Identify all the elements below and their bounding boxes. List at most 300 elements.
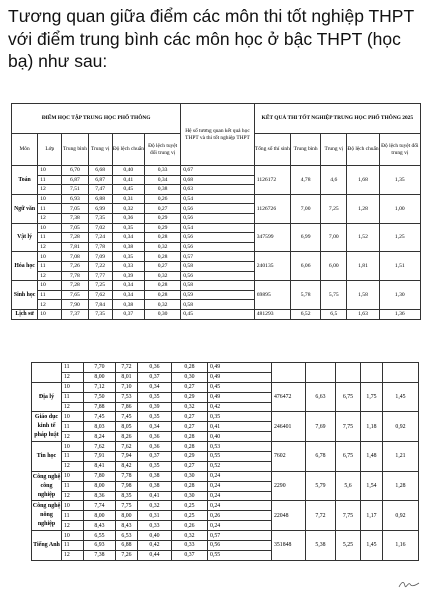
mad-cell: 0,33 <box>144 166 180 176</box>
table-row <box>12 223 421 233</box>
median-cell: 7,02 <box>88 223 112 233</box>
mad-cell: 0,28 <box>144 290 180 300</box>
std-dev-cell: 0,31 <box>138 511 172 521</box>
std-dev-cell: 0,38 <box>112 300 144 310</box>
std-dev-cell: 0,37 <box>138 452 172 462</box>
grade-cell: 11 <box>62 392 84 402</box>
mean-cell: 6,70 <box>62 166 88 176</box>
exam-mean-cell: 6,78 <box>306 442 336 472</box>
median-cell: 7,75 <box>116 501 138 511</box>
median-cell: 7,10 <box>116 382 138 392</box>
table-row <box>12 194 421 204</box>
grade-cell: 12 <box>62 491 84 501</box>
subject-name: Tiếng Anh <box>32 531 62 561</box>
correlation-cell: 0,63 <box>181 185 255 195</box>
mad-cell: 0,27 <box>172 412 208 422</box>
correlation-cell: 0,49 <box>208 372 272 382</box>
median-cell: 8,05 <box>116 422 138 432</box>
std-dev-cell: 0,37 <box>138 372 172 382</box>
correlation-cell: 0,68 <box>181 175 255 185</box>
median-cell: 7,94 <box>116 452 138 462</box>
correlation-cell: 0,49 <box>208 392 272 402</box>
correlation-cell: 0,49 <box>208 363 272 373</box>
mean-cell: 7,26 <box>62 261 88 271</box>
mad-cell: 0,30 <box>172 372 208 382</box>
mean-cell: 6,87 <box>62 175 88 185</box>
median-cell: 7,26 <box>116 550 138 560</box>
header-exam-results: KẾT QUẢ THI TỐT NGHIỆP TRUNG HỌC PHỔ THÔNG 2025 <box>254 104 420 134</box>
std-dev-cell: 0,36 <box>112 213 144 223</box>
mad-cell: 0,29 <box>144 223 180 233</box>
exam-median-cell: 7,75 <box>336 501 361 531</box>
exam-mean-cell: 5,79 <box>306 471 336 501</box>
median-cell: 7,25 <box>88 281 112 291</box>
exam-mad-cell: 0,92 <box>383 412 419 442</box>
std-dev-cell: 0,39 <box>112 271 144 281</box>
mad-cell: 0,30 <box>172 471 208 481</box>
correlation-table-part-2 <box>31 362 419 561</box>
table-row <box>32 471 419 481</box>
correlation-cell: 0,55 <box>208 452 272 462</box>
std-dev-cell: 0,34 <box>138 422 172 432</box>
grade-cell: 10 <box>38 281 62 291</box>
table-row <box>12 166 421 176</box>
grade-cell: 12 <box>62 521 84 531</box>
exam-count-cell: 351848 <box>272 531 306 561</box>
median-cell: 7,77 <box>88 271 112 281</box>
correlation-cell: 0,57 <box>208 531 272 541</box>
grade-cell: 10 <box>38 252 62 262</box>
correlation-cell: 0,40 <box>208 432 272 442</box>
exam-count-cell: 1126726 <box>254 194 290 223</box>
exam-std-dev-cell: 1,52 <box>347 223 379 252</box>
std-dev-cell: 0,35 <box>112 252 144 262</box>
grade-cell: 11 <box>38 233 62 243</box>
subject-name: Giáo dục kinh tế pháp luật <box>32 412 62 442</box>
grade-cell: 10 <box>62 531 84 541</box>
grade-cell: 10 <box>38 194 62 204</box>
grade-cell: 12 <box>38 185 62 195</box>
exam-median-cell: 6,75 <box>336 442 361 472</box>
subject-name <box>32 363 62 383</box>
grade-cell: 10 <box>62 442 84 452</box>
mean-cell: 8,41 <box>84 461 116 471</box>
mean-cell: 8,03 <box>84 422 116 432</box>
correlation-cell: 0,53 <box>208 442 272 452</box>
grade-cell: 12 <box>62 372 84 382</box>
std-dev-cell: 0,40 <box>112 166 144 176</box>
grade-cell: 10 <box>38 223 62 233</box>
std-dev-cell: 0,31 <box>112 194 144 204</box>
mean-cell: 7,50 <box>84 392 116 402</box>
median-cell: 6,88 <box>116 541 138 551</box>
mad-cell: 0,33 <box>172 541 208 551</box>
exam-mean-cell: 7,00 <box>291 194 321 223</box>
mean-cell: 7,78 <box>62 271 88 281</box>
grade-cell: 11 <box>62 452 84 462</box>
correlation-cell: 0,56 <box>181 204 255 214</box>
mad-cell: 0,27 <box>172 422 208 432</box>
median-cell: 6,88 <box>88 194 112 204</box>
mean-cell: 7,62 <box>84 442 116 452</box>
mad-cell: 0,26 <box>144 194 180 204</box>
mad-cell: 0,32 <box>172 531 208 541</box>
correlation-cell: 0,45 <box>208 382 272 392</box>
exam-std-dev-cell: 1,54 <box>361 471 383 501</box>
mean-cell: 7,51 <box>62 185 88 195</box>
header-median: Trung vị <box>88 134 112 166</box>
mean-cell: 8,36 <box>84 491 116 501</box>
grade-cell: 11 <box>62 481 84 491</box>
median-cell: 6,53 <box>116 531 138 541</box>
mad-cell: 0,25 <box>172 511 208 521</box>
grade-cell: 11 <box>38 261 62 271</box>
grade-cell: 10 <box>38 166 62 176</box>
subject-name: Hóa học <box>12 252 38 281</box>
median-cell: 7,09 <box>88 252 112 262</box>
mean-cell: 7,28 <box>62 281 88 291</box>
median-cell: 6,87 <box>88 175 112 185</box>
correlation-cell: 0,24 <box>208 501 272 511</box>
std-dev-cell: 0,40 <box>138 531 172 541</box>
grade-cell: 12 <box>38 242 62 252</box>
mad-cell: 0,32 <box>144 242 180 252</box>
exam-count-cell: 347599 <box>254 223 290 252</box>
median-cell: 7,98 <box>116 481 138 491</box>
exam-mad-cell: 1,30 <box>379 281 420 310</box>
mean-cell: 8,00 <box>84 511 116 521</box>
grade-cell: 10 <box>62 412 84 422</box>
std-dev-cell: 0,36 <box>138 442 172 452</box>
median-cell: 6,99 <box>88 204 112 214</box>
header-exam-count: Tổng số thí sinh <box>254 134 290 166</box>
mad-cell: 0,27 <box>172 382 208 392</box>
mean-cell: 7,90 <box>62 300 88 310</box>
mad-cell: 0,37 <box>172 550 208 560</box>
mean-cell: 7,08 <box>62 252 88 262</box>
exam-mad-cell <box>383 363 419 383</box>
median-cell: 8,35 <box>116 491 138 501</box>
exam-median-cell: 6,5 <box>321 309 347 319</box>
std-dev-cell: 0,34 <box>138 382 172 392</box>
exam-mad-cell: 1,35 <box>379 166 420 195</box>
header-mad: Độ lệch tuyệt đối trung vị <box>144 134 180 166</box>
exam-mean-cell: 4,78 <box>291 166 321 195</box>
exam-median-cell: 4,6 <box>321 166 347 195</box>
correlation-cell: 0,58 <box>181 281 255 291</box>
grade-cell: 10 <box>62 382 84 392</box>
mad-cell: 0,38 <box>144 185 180 195</box>
exam-mad-cell: 0,92 <box>383 501 419 531</box>
exam-mean-cell: 7,69 <box>306 412 336 442</box>
mad-cell: 0,30 <box>172 491 208 501</box>
median-cell: 7,53 <box>116 392 138 402</box>
std-dev-cell: 0,42 <box>138 541 172 551</box>
std-dev-cell: 0,41 <box>112 175 144 185</box>
grade-cell: 12 <box>38 300 62 310</box>
grade-cell: 12 <box>62 432 84 442</box>
header-subject: Môn <box>12 134 38 166</box>
mad-cell: 0,34 <box>144 175 180 185</box>
median-cell: 8,43 <box>116 521 138 531</box>
exam-count-cell: 476472 <box>272 382 306 412</box>
mad-cell: 0,27 <box>144 261 180 271</box>
grade-cell: 11 <box>62 363 84 373</box>
table-row <box>32 363 419 373</box>
exam-mad-cell: 1,28 <box>383 471 419 501</box>
header-exam-std-dev: Độ lệch chuẩn <box>347 134 379 166</box>
mean-cell: 6,55 <box>84 531 116 541</box>
mad-cell: 0,27 <box>144 204 180 214</box>
mean-cell: 7,28 <box>62 233 88 243</box>
mean-cell: 7,70 <box>84 363 116 373</box>
subject-name: Ngữ văn <box>12 194 38 223</box>
correlation-cell: 0,55 <box>208 550 272 560</box>
correlation-cell: 0,54 <box>181 194 255 204</box>
grade-cell: 11 <box>62 541 84 551</box>
exam-mad-cell: 1,45 <box>383 382 419 412</box>
mean-cell: 8,24 <box>84 432 116 442</box>
std-dev-cell: 0,35 <box>112 223 144 233</box>
grade-cell: 11 <box>38 290 62 300</box>
median-cell: 7,78 <box>116 471 138 481</box>
table-row <box>12 309 421 319</box>
mad-cell: 0,30 <box>144 309 180 319</box>
correlation-cell: 0,41 <box>208 422 272 432</box>
exam-mad-cell: 1,16 <box>383 531 419 561</box>
exam-std-dev-cell: 1,81 <box>347 252 379 281</box>
grade-cell: 11 <box>38 204 62 214</box>
grade-cell: 11 <box>62 511 84 521</box>
subject-name: Công nghệ công nghiệp <box>32 471 62 501</box>
correlation-cell: 0,57 <box>181 252 255 262</box>
std-dev-cell: 0,39 <box>138 402 172 412</box>
exam-std-dev-cell: 1,28 <box>347 194 379 223</box>
subject-name: Toán <box>12 166 38 195</box>
std-dev-cell: 0,36 <box>138 363 172 373</box>
mean-cell: 8,43 <box>84 521 116 531</box>
table-row <box>32 442 419 452</box>
grade-cell: 11 <box>38 175 62 185</box>
exam-mean-cell: 6,06 <box>291 252 321 281</box>
median-cell: 7,86 <box>116 402 138 412</box>
header-exam-mean: Trung bình <box>291 134 321 166</box>
median-cell: 7,24 <box>88 233 112 243</box>
exam-mad-cell: 1,21 <box>383 442 419 472</box>
correlation-cell: 0,56 <box>181 271 255 281</box>
exam-count-cell: 246401 <box>272 412 306 442</box>
exam-mad-cell: 1,51 <box>379 252 420 281</box>
correlation-cell: 0,59 <box>181 290 255 300</box>
median-cell: 6,68 <box>88 166 112 176</box>
exam-std-dev-cell: 1,45 <box>361 531 383 561</box>
exam-median-cell: 5,75 <box>321 281 347 310</box>
mean-cell: 8,00 <box>84 372 116 382</box>
mean-cell: 7,38 <box>84 550 116 560</box>
correlation-cell: 0,67 <box>181 166 255 176</box>
median-cell: 7,47 <box>88 185 112 195</box>
median-cell: 7,35 <box>88 309 112 319</box>
mean-cell: 7,91 <box>84 452 116 462</box>
grade-cell: 10 <box>62 471 84 481</box>
exam-median-cell: 6,75 <box>336 382 361 412</box>
mad-cell: 0,28 <box>144 252 180 262</box>
std-dev-cell: 0,38 <box>138 471 172 481</box>
median-cell: 7,78 <box>88 242 112 252</box>
correlation-cell: 0,56 <box>181 213 255 223</box>
mad-cell: 0,29 <box>172 392 208 402</box>
table-row <box>32 382 419 392</box>
correlation-cell: 0,42 <box>208 402 272 412</box>
median-cell: 7,84 <box>88 300 112 310</box>
mean-cell: 7,81 <box>62 242 88 252</box>
exam-median-cell <box>336 363 361 383</box>
subject-name: Lịch sử <box>12 309 38 319</box>
grade-cell: 12 <box>62 550 84 560</box>
exam-std-dev-cell: 1,17 <box>361 501 383 531</box>
mean-cell: 7,37 <box>62 309 88 319</box>
correlation-cell: 0,56 <box>181 242 255 252</box>
grade-cell: 10 <box>38 309 62 319</box>
exam-mean-cell <box>306 363 336 383</box>
correlation-cell: 0,45 <box>181 309 255 319</box>
exam-count-cell: 240135 <box>254 252 290 281</box>
correlation-cell: 0,52 <box>208 461 272 471</box>
std-dev-cell: 0,34 <box>112 281 144 291</box>
median-cell: 8,01 <box>116 372 138 382</box>
subject-name: Địa lý <box>32 382 62 412</box>
std-dev-cell: 0,32 <box>112 204 144 214</box>
mad-cell: 0,29 <box>144 213 180 223</box>
mad-cell: 0,28 <box>172 442 208 452</box>
table-row <box>32 501 419 511</box>
correlation-cell: 0,58 <box>181 300 255 310</box>
exam-mad-cell: 1,36 <box>379 309 420 319</box>
exam-mean-cell: 6,99 <box>291 223 321 252</box>
exam-count-cell <box>272 363 306 383</box>
mad-cell: 0,32 <box>144 271 180 281</box>
table-row <box>32 531 419 541</box>
mad-cell: 0,29 <box>172 452 208 462</box>
mad-cell: 0,28 <box>172 432 208 442</box>
grade-cell: 12 <box>38 271 62 281</box>
mad-cell: 0,28 <box>144 233 180 243</box>
median-cell: 7,62 <box>116 442 138 452</box>
mad-cell: 0,26 <box>172 521 208 531</box>
mean-cell: 7,45 <box>84 412 116 422</box>
mean-cell: 7,74 <box>84 501 116 511</box>
mad-cell: 0,27 <box>172 461 208 471</box>
exam-median-cell: 7,00 <box>321 223 347 252</box>
mean-cell: 7,38 <box>62 213 88 223</box>
median-cell: 7,45 <box>116 412 138 422</box>
correlation-cell: 0,24 <box>208 481 272 491</box>
grade-cell: 12 <box>62 402 84 412</box>
header-grade: Lớp <box>38 134 62 166</box>
table-row <box>32 412 419 422</box>
exam-std-dev-cell: 1,58 <box>347 281 379 310</box>
correlation-cell: 0,54 <box>181 223 255 233</box>
mad-cell: 0,32 <box>172 402 208 412</box>
exam-count-cell: 22048 <box>272 501 306 531</box>
std-dev-cell: 0,36 <box>138 432 172 442</box>
mad-cell: 0,28 <box>172 481 208 491</box>
exam-median-cell: 6,00 <box>321 252 347 281</box>
std-dev-cell: 0,44 <box>138 550 172 560</box>
exam-mad-cell: 1,00 <box>379 194 420 223</box>
correlation-cell: 0,24 <box>208 491 272 501</box>
header-exam-median: Trung vị <box>321 134 347 166</box>
exam-std-dev-cell: 1,68 <box>347 166 379 195</box>
mean-cell: 7,65 <box>62 290 88 300</box>
exam-std-dev-cell: 1,75 <box>361 382 383 412</box>
correlation-cell: 0,24 <box>208 471 272 481</box>
mad-cell: 0,25 <box>172 501 208 511</box>
exam-mean-cell: 5,38 <box>306 531 336 561</box>
exam-mean-cell: 5,78 <box>291 281 321 310</box>
std-dev-cell: 0,38 <box>138 481 172 491</box>
exam-std-dev-cell: 1,63 <box>347 309 379 319</box>
std-dev-cell: 0,34 <box>112 290 144 300</box>
std-dev-cell: 0,33 <box>138 521 172 531</box>
mean-cell: 7,05 <box>62 223 88 233</box>
exam-count-cell: 69895 <box>254 281 290 310</box>
mean-cell: 7,05 <box>62 204 88 214</box>
subject-name: Công nghệ nông nghiệp <box>32 501 62 531</box>
correlation-cell: 0,24 <box>208 521 272 531</box>
header-school-scores: ĐIỂM HỌC TẬP TRUNG HỌC PHỔ THÔNG <box>12 104 181 134</box>
std-dev-cell: 0,45 <box>112 185 144 195</box>
exam-std-dev-cell: 1,48 <box>361 442 383 472</box>
std-dev-cell: 0,38 <box>112 242 144 252</box>
std-dev-cell: 0,35 <box>138 461 172 471</box>
exam-mean-cell: 6,52 <box>291 309 321 319</box>
table-row <box>12 281 421 291</box>
mean-cell: 7,12 <box>84 382 116 392</box>
median-cell: 8,00 <box>116 511 138 521</box>
exam-mean-cell: 6,63 <box>306 382 336 412</box>
correlation-cell: 0,56 <box>181 233 255 243</box>
subject-name: Vật lý <box>12 223 38 252</box>
exam-median-cell: 5,25 <box>336 531 361 561</box>
correlation-cell: 0,58 <box>181 261 255 271</box>
std-dev-cell: 0,33 <box>112 261 144 271</box>
exam-std-dev-cell <box>361 363 383 383</box>
correlation-cell: 0,56 <box>208 541 272 551</box>
median-cell: 7,35 <box>88 213 112 223</box>
exam-mean-cell: 7,72 <box>306 501 336 531</box>
std-dev-cell: 0,35 <box>138 392 172 402</box>
exam-std-dev-cell: 1,18 <box>361 412 383 442</box>
mean-cell: 6,93 <box>84 541 116 551</box>
correlation-cell: 0,26 <box>208 511 272 521</box>
exam-median-cell: 5,6 <box>336 471 361 501</box>
mad-cell: 0,28 <box>172 363 208 373</box>
article-heading: Tương quan giữa điểm các môn thi tốt nghiệp THPT với điểm trung bình các môn học ở bậc THPT (học bạ) như sau: <box>8 6 414 71</box>
std-dev-cell: 0,35 <box>138 412 172 422</box>
header-mean: Trung bình <box>62 134 88 166</box>
mad-cell: 0,32 <box>144 300 180 310</box>
std-dev-cell: 0,37 <box>112 309 144 319</box>
exam-count-cell: 2290 <box>272 471 306 501</box>
exam-mad-cell: 1,25 <box>379 223 420 252</box>
std-dev-cell: 0,34 <box>112 233 144 243</box>
median-cell: 7,72 <box>116 363 138 373</box>
mean-cell: 7,88 <box>84 402 116 412</box>
std-dev-cell: 0,32 <box>138 501 172 511</box>
exam-count-cell: 481293 <box>254 309 290 319</box>
header-exam-mad: Độ lệch tuyệt đối trung vị <box>379 134 420 166</box>
